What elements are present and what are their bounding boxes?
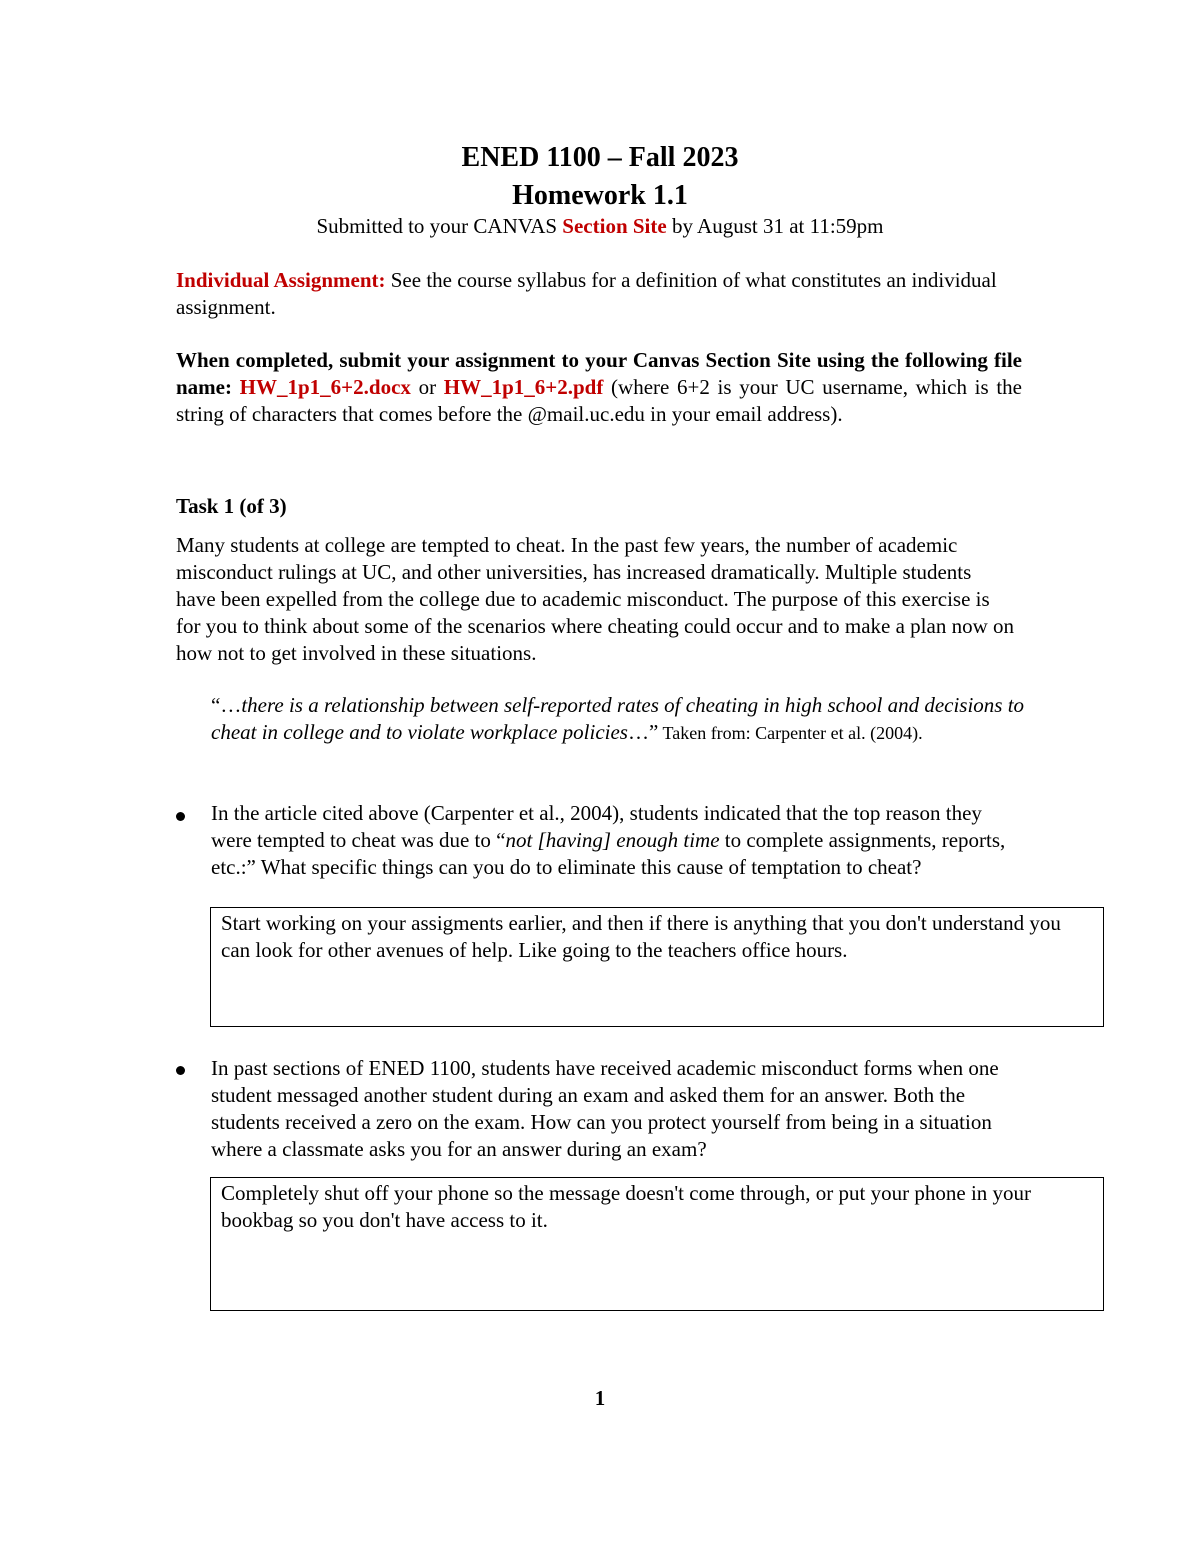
question-1: [211, 800, 1021, 881]
due-date-prefix: Submitted to your CANVAS: [316, 214, 563, 238]
question-2: In past sections of ENED 1100, students have received academic misconduct forms when one student messaged another student during an exam and asked them for an answer. Both the students received a zero on the exam. How can you protect yourself from being in a situation where a classmate asks you for an answer during an exam?: [211, 1056, 999, 1161]
task-heading: Task 1 (of 3): [176, 494, 287, 518]
quote-open: “…: [211, 693, 242, 717]
question-1-text-pre: In the article cited above (Carpenter et al., 2004), students indicated that the top reason they were tempted to cheat was due to “: [211, 801, 982, 852]
bullet-icon: [176, 1066, 185, 1075]
submission-instructions: [176, 347, 1022, 428]
answer-box-2[interactable]: Completely shut off your phone so the message doesn't come through, or put your phone in your bookbag so you don't have access to it.: [210, 1177, 1104, 1311]
assignment-title: Homework 1.1: [512, 180, 688, 211]
filename-or: or: [410, 375, 444, 399]
individual-assignment-paragraph: [176, 267, 1022, 321]
question-1-text-post: to complete assignments, reports, etc.:” What specific things can you do to eliminate this cause of temptation to cheat?: [211, 828, 1006, 879]
individual-assignment-label: Individual Assignment:: [176, 268, 386, 292]
answer-box-1[interactable]: Start working on your assigments earlier, and then if there is anything that you don't understand you can look for other avenues of help. Like going to the teachers office hours.: [210, 907, 1104, 1027]
filename-docx: HW_1p1_6+2.docx: [239, 375, 411, 399]
task-intro-paragraph: Many students at college are tempted to cheat. In the past few years, the number of academic misconduct rulings at UC, and other universities, has increased dramatically. Multiple students have been expelled from the college due to academic misconduct. The purpose of this exercise is for you to think about some of the scenarios where cheating could occur and to make a plan now on how not to get involved in these situations.: [176, 533, 1015, 665]
page-number: 1: [594, 1386, 606, 1410]
individual-assignment-text: See the course syllabus for a definition of what constitutes an individual assignment.: [176, 268, 997, 319]
due-date-suffix: by August 31 at 11:59pm: [666, 214, 884, 238]
question-1-italic: not [having] enough time: [505, 828, 720, 852]
quotation: [211, 692, 1026, 747]
submission-bold-text: When completed, submit your assignment to your Canvas Section Site using the following file name:: [176, 348, 1022, 399]
filename-pdf: HW_1p1_6+2.pdf: [443, 375, 604, 399]
quote-text: there is a relationship between self-reported rates of cheating in high school and decisions to cheat in college and to violate workplace policies: [211, 693, 1025, 744]
due-date-line: [0, 214, 1200, 239]
quote-citation: Taken from: Carpenter et al. (2004).: [658, 723, 923, 743]
bullet-icon: [176, 812, 185, 821]
section-site-highlight: Section Site: [562, 214, 667, 238]
quote-close: …”: [627, 720, 659, 744]
submission-rest-text: (where 6+2 is your UC username, which is the string of characters that comes before the @mail.uc.edu in your email address).: [176, 375, 1022, 426]
document-title: ENED 1100 – Fall 2023: [461, 142, 739, 173]
